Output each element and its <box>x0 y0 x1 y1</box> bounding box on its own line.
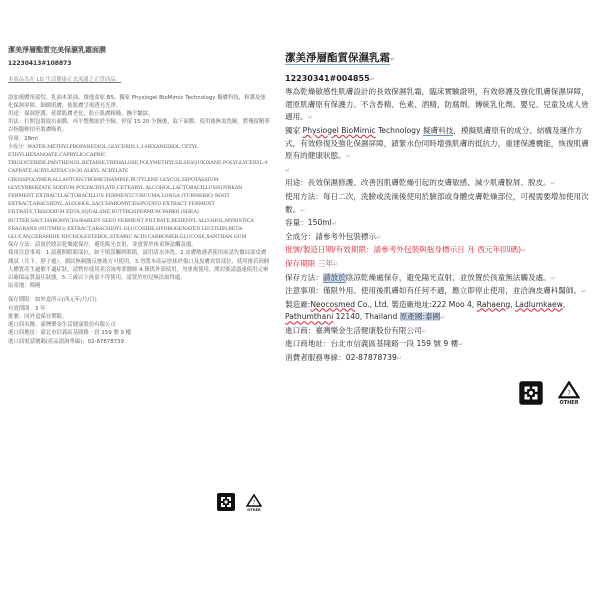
left-product-title: 潔美淨層酯質完美保濕乳霜面膜 <box>8 46 106 54</box>
left-importer: 進口商名稱：臺灣樂金生活健康股份有限公司 <box>8 322 116 329</box>
left-batch: 批號：同外盒保存期限。 <box>8 313 68 320</box>
left-origin: 原產地：韓國 <box>8 283 41 290</box>
right-description: 專為乾燥敏感性肌膚設計的長效保濕乳霜，臨床實驗證明，有效修護及強化肌膚保濕屏障，還原肌膚原有保護力。不含香精、色素、酒精、防腐劑、傳統乳化劑。嬰兒、兒童及成人皆適用。↵ <box>285 87 589 122</box>
left-importer-phone: 進口商電話號碼(產品諮詢專線)：02-87878739 <box>8 338 124 345</box>
right-usage-purpose: 用途：長效保濕修護、改善因肌膚乾燥引起的皮膚敏感、減少肌膚脫屑、脫皮。↵ <box>285 178 556 188</box>
left-recycle-icons <box>216 492 262 512</box>
left-label-document <box>8 46 270 346</box>
right-importer-address: 進口商地址：台北市信義區基隆路一段 159 號 9 樓↵ <box>285 339 464 349</box>
left-usage-purpose: 用途：保濕舒護、延緩肌膚老化、防止肌膚粗糙、撫平皺紋。 <box>8 111 154 118</box>
left-authentic-notice: 本商品為在 LG 生活健康正式流通之正貨商品。 <box>8 77 122 84</box>
left-precautions: 使用注意事項：1.請避開眼睛部位，如不慎誤觸到眼睛，請用清水沖洗。2.皮膚敏感者使用前請先做局部皮膚測試（耳下、脖子處），測試無刺激反應後方可使用。3.勿將本產品塗抹於傷口及皮膚異常部位，使用後若因個人體質產生過敏不適症狀，請暫停使用並洽詢專業醫師 4.僅供外部使用，勿重複使用，開封後請盡速使用完畢以確保品質最佳狀態。5.三歲以下孩童不得使用，請置於幼兒無法取得處。 <box>8 250 270 282</box>
right-directions: 使用方法：每日二次，洗臉或洗澡後使用於臉部或身體皮膚乾燥部位，可視需要增加使用次數。↵ <box>285 191 589 214</box>
right-product-code: 12230341#004855↵ <box>285 73 375 83</box>
right-recycle-icons <box>518 380 580 406</box>
plastic-other-recycle-icon <box>558 381 580 406</box>
right-shelf-life: 保存期限 三年↵ <box>285 258 339 268</box>
right-batch-date: 批號/製造日期/有效期限：請參考外包裝與瓶身標示日 月 西元年(四碼)↵ <box>285 245 527 255</box>
right-importer: 進口商：臺灣樂金生活健康股份有限公司↵ <box>285 325 427 335</box>
right-manufacturer: 製造廠:Neocosmed Co., Ltd. 製造廠地址:222 Moo 4, Rahaeng, Ladlumkaew, Pathumthani 12140, Thailand 原產國:泰國↵ <box>285 299 566 322</box>
svg-text:7: 7 <box>252 500 256 505</box>
left-directions: 用法：打開包裝取出面膜，再平整敷貼於全臉，停留 15-20 分鐘後，取下面膜，使用後無需洗臉，將殘留精華以指腹輕拍至肌膚吸收。 <box>8 119 270 134</box>
left-description: 添加複體角鯊烷、乳油木果油、維他命原 B5、獨家 Physiogel BioMimic Technology 擬膚科技，修護及強化保濕屏障，細緻肌膚，使肌膚呈現透亮光澤。 <box>8 94 266 109</box>
right-product-title: 潔美淨層酯質保濕乳霜↵ <box>285 52 396 64</box>
plastic-label: OTHER <box>559 400 579 406</box>
right-storage: 保存方法：請放於陰涼乾燥處保存，避免陽光直射，並放置於孩童無法觸及處。↵ <box>285 272 556 282</box>
right-precautions: 注意事項：僅限外用。使用後肌膚如有任何不適，應立即停止使用，並洽詢皮膚科醫師。↵ <box>285 286 587 296</box>
right-label-document: 潔美淨層酯質保濕乳霜↵ 12230341#004855↵ 專為乾燥敏感性肌膚設計的長效保濕乳霜，臨床實驗證明，有效修護及強化肌膚保濕屏障，還原肌膚原有保護力。不含香精、色素、酒精、防腐劑、傳統乳化劑。嬰兒、兒童及成人皆適用。↵ 獨家 Physiogel BioMimic Technology 擬膚科技，模擬肌膚原有的成分、結構及運作方式，有效修復及強化保濕屏障，鎖緊水份同時增強肌膚的抵抗力，重建保護機能，恢復肌膚原有的健康狀態。↵ ↵ 用途：長效保濕修護、改善因肌膚乾燥引起的皮膚敏感、減少肌膚脫屑、脫皮。↵ 使用方法：每日二次，洗臉或洗澡後使用於臉部或身體皮膚乾燥部位，可視需要增加使用次數。↵ 容量：150ml↵ 全成分：請參考外包裝標示↵ 批號/製造日期/有效期限：請參考外包裝與瓶身標示日 月 西元年(四碼)↵ 保存期限 三年↵ 保存方法：請放於陰涼乾燥處保存，避免陽光直射，並放置於孩童無法觸及處。↵ 注意事項：僅限外用。使用後肌膚如有任何不適，應立即停止使用，並洽詢皮膚科醫師。↵ 製造廠:Neocosmed Co., Ltd. 製造廠地址:222 Moo 4, Rahaeng, Ladlumkaew, Pathumthani 12140, Thailand 原產國:泰國↵ 進口商：臺灣樂金生活健康股份有限公司↵ 進口商地址：台北市信義區基隆路一段 159 號 9 樓↵ 消費者服務專線：02-87878739↵ <box>285 52 595 366</box>
left-expiry: 保存期限：如外盒所示(西元年/月/日) <box>8 297 97 304</box>
recycle-mark-icon <box>518 380 544 406</box>
plastic-other-recycle-icon <box>246 494 262 512</box>
plastic-label: OTHER <box>247 508 261 512</box>
right-consumer-phone: 消費者服務專線：02-87878739↵ <box>285 353 402 363</box>
recycle-mark-icon <box>216 492 236 512</box>
left-ingredients: 全成分：WATER,METHYLPROPANEDIOL,GLYCERIN,1,2-HEXANEDIOL,CETYL ETHYLHEXANOATE,CAPRYLIC/CAPRIC TRIGLYCERIDE,PANTHENOL,BETAINE,TREHALOSE,POLYMETHYLSILSESQUIOXANE,POLYGLYCERYL-4 CAPRATE,ACRYLATES/C10-30 ALKYL ACRYLATE CROSSPOLYMER,ALLANTOIN,TROMETHAMINE,BUTYLENE GLYCOL,DIPOTASSIUM GLYCYRRHIZATE,SODIUM POLYACRYLATE,CETEARYL ALCOHOL,LACTOBACILLUS/SOYBEAN FERMENT EXTRACT,LACTOBACILLUS FERMENT,CURCUMA LONGA (TURMERIC) ROOT EXTRACT,ARACHIDYL ALCOHOL,SACCHAROMYCES/POTATO EXTRACT FERMENT FILTRATE,TRISODIUM EDTA,SQUALANE,BUTYROSPERMUM PARKII (SHEA) BUTTER,SACCHAROMYCES/BARLEY SEED FERMENT FILTRATE,BEHENYL ALCOHOL,MYRISTICA FRAGRANS (NUTMEG) EXTRACT,ARACHIDYL GLUCOSIDE,HYDROGENATED LECITHIN,BETA-GLUCAN,CERAMIDE NP,CHOLESTEROL,STEARIC ACID,CARBOMER,GLUCOSE,XANTHAN GUM <box>8 143 268 241</box>
right-technology: 獨家 Physiogel BioMimic Technology 擬膚科技，模擬肌膚原有的成分、結構及運作方式，有效修復及強化保濕屏障，鎖緊水份同時增強肌膚的抵抗力，重建保護機能，恢復肌膚原有的健康狀態。↵ <box>285 125 589 161</box>
svg-text:7: 7 <box>567 390 571 397</box>
left-volume: 容量：28ml <box>8 135 38 142</box>
left-product-code: 12230413#108873 <box>8 60 72 68</box>
right-volume: 容量：150ml↵ <box>285 218 337 228</box>
left-shelf-life: 有效期間：3 年 <box>8 305 46 312</box>
left-importer-address: 進口商地址：臺北市信義區基隆路一段 159 號 9 樓 <box>8 330 131 337</box>
right-ingredients: 全成分：請參考外包裝標示↵ <box>285 231 382 241</box>
left-storage: 保存方法：請放於陰涼乾燥處保存，避免陽光直射，並放置於孩童無法觸及處。 <box>8 242 197 249</box>
